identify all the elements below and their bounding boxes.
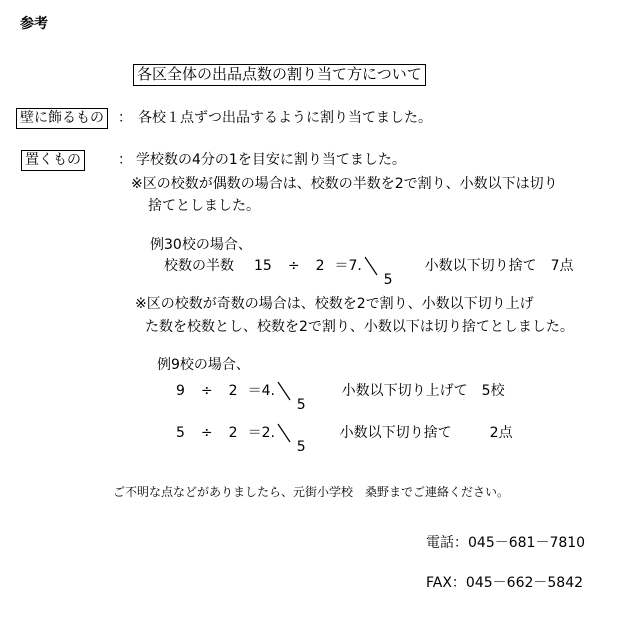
odd-example-2-op: ÷ [200, 425, 213, 441]
even-example-label: 校数の半数 [164, 258, 234, 274]
odd-example-2-b: 2 [228, 425, 238, 441]
odd-example-1-b: 2 [228, 383, 238, 399]
phone-number: 電話：045－681－7810 [426, 535, 586, 551]
document-title: 各区全体の出品点数の割り当て方について [133, 64, 426, 86]
contact-note: ご不明な点などがありましたら、元街小学校 桑野までご連絡ください。 [113, 485, 510, 499]
even-note-line-1: ※区の校数が偶数の場合は、校数の半数を2で割り、小数以下は切り [131, 176, 558, 192]
even-note-line-2: 捨てとしました。 [148, 198, 260, 214]
even-example-title: 例30校の場合、 [150, 237, 252, 253]
even-example-struck-value: 5 [383, 272, 393, 288]
even-example-result: 小数以下切り捨て 7点 [424, 258, 574, 274]
odd-example-2-struck-digit [279, 426, 306, 482]
odd-example-2-points: 2点 [489, 425, 513, 441]
wall-colon: ： [118, 110, 132, 126]
even-example-b: 2 [315, 258, 325, 274]
placed-text: 学校数の4分の1を目安に割り当てました。 [136, 152, 406, 168]
wall-label: 壁に飾るもの [16, 108, 108, 129]
odd-example-2-eq: ＝2. [247, 425, 275, 441]
odd-example-1-a: 9 [176, 383, 185, 399]
strike-mark [277, 381, 291, 401]
strike-mark [277, 423, 291, 443]
even-example-a: 15 [254, 258, 272, 274]
odd-example-equation-2 [176, 426, 513, 482]
placed-colon: ： [118, 152, 132, 168]
even-example-eq: ＝7. [334, 258, 362, 274]
odd-example-1-op: ÷ [200, 383, 213, 399]
fax-number: FAX：045－662－5842 [426, 575, 584, 591]
strike-mark [364, 256, 378, 276]
even-example-op: ÷ [287, 258, 300, 274]
odd-example-2-a: 5 [176, 425, 185, 441]
odd-example-2-result: 小数以下切り捨て [339, 425, 452, 441]
odd-example-title: 例9校の場合、 [157, 357, 250, 373]
odd-example-2-struck-value: 5 [296, 439, 306, 455]
placed-label: 置くもの [21, 150, 85, 171]
odd-note-line-1: ※区の校数が奇数の場合は、校数を2で割り、小数以下切り上げ [135, 296, 534, 312]
odd-example-1-eq: ＝4. [247, 383, 275, 399]
odd-note-line-2: た数を校数とし、校数を2で割り、小数以下は切り捨てとしました。 [145, 319, 574, 335]
odd-example-1-struck-value: 5 [296, 397, 306, 413]
wall-text: 各校１点ずつ出品するように割り当てました。 [138, 110, 432, 126]
odd-example-1-result: 小数以下切り上げて 5校 [341, 383, 505, 399]
page-heading: 参考 [20, 16, 48, 32]
